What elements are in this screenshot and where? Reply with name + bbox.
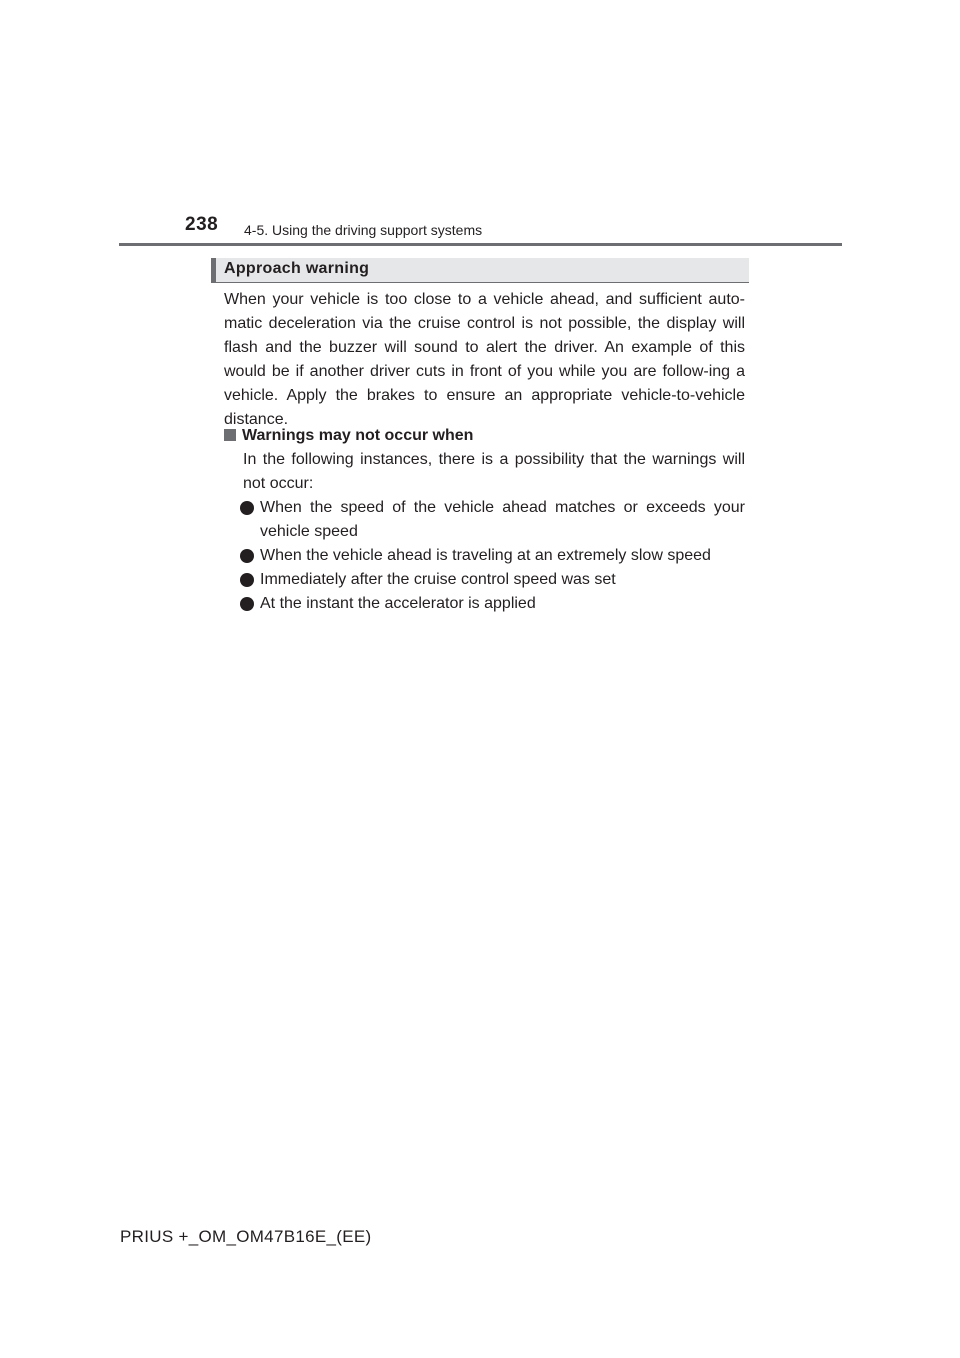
footer-document-code: PRIUS +_OM_OM47B16E_(EE)	[120, 1227, 372, 1246]
square-bullet-icon	[224, 429, 236, 441]
list-item-text: Immediately after the cruise control speed was set	[260, 571, 616, 588]
list-item-text: At the instant the accelerator is applied	[260, 595, 536, 612]
list-item	[240, 544, 745, 568]
bullet-dot-icon	[240, 573, 254, 587]
subsection-intro: In the following instances, there is a possibility that the warnings will not occur:	[243, 451, 745, 492]
header-divider	[119, 243, 842, 246]
subsection-heading-text: Warnings may not occur when	[242, 427, 474, 444]
body-paragraph: When your vehicle is too close to a vehicle ahead, and sufficient auto-matic deceleration via the cruise control is not possible, the display will flash and the buzzer will sound to alert the driver. An example of this would be if another driver cuts in front of you while you are follow-ing a vehicle. Apply the brakes to ensure an appropriate vehicle-to-vehicle distance.	[224, 291, 745, 428]
list-item	[240, 568, 745, 592]
list-item	[240, 592, 745, 616]
condition-list	[240, 496, 745, 616]
section-heading-bar	[211, 258, 749, 283]
heading-accent-bar	[211, 258, 216, 282]
section-title: 4-5. Using the driving support systems	[244, 222, 483, 238]
page-number: 238	[185, 214, 219, 235]
section-heading: Approach warning	[224, 260, 370, 277]
list-item-text: When the vehicle ahead is traveling at an extremely slow speed	[260, 547, 711, 564]
list-item-text: When the speed of the vehicle ahead matches or exceeds your vehicle speed	[260, 499, 745, 540]
bullet-dot-icon	[240, 501, 254, 515]
subsection-heading	[224, 424, 473, 448]
bullet-dot-icon	[240, 597, 254, 611]
bullet-dot-icon	[240, 549, 254, 563]
list-item	[240, 496, 745, 544]
